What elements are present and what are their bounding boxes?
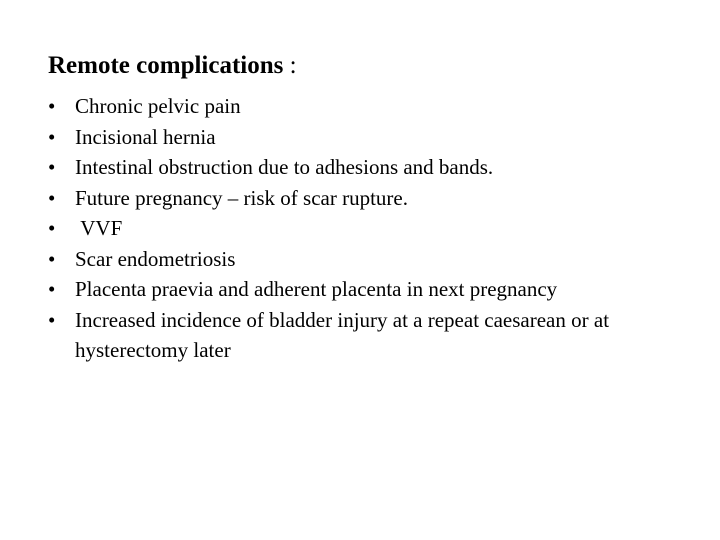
list-item-text: Placenta praevia and adherent placenta in next pregnancy [75,277,558,301]
list-item-text: VVF [75,216,123,240]
list-item [48,183,688,214]
list-item [48,305,688,366]
list-item [48,152,688,183]
bullet-icon: • [48,155,56,179]
list-item-text: Incisional hernia [75,124,216,149]
slide-title [48,50,297,82]
list-item-text: Intestinal obstruction due to adhesions and bands. [75,155,494,179]
bullet-icon: • [48,307,56,332]
slide-title-suffix: : [283,52,297,79]
list-item [48,274,688,305]
list-item [48,122,688,153]
bullet-icon: • [48,124,56,149]
bullet-icon: • [48,216,56,240]
list-item [48,91,688,122]
slide-title-text: Remote complications [48,52,284,79]
list-item [48,213,688,244]
bullet-icon: • [48,277,56,301]
list-item-text: Increased incidence of bladder injury at a repeat caesarean or at hysterectomy later [75,307,615,362]
list-item-text: Scar endometriosis [75,246,236,271]
list-item [48,244,688,275]
bullet-icon: • [48,246,56,271]
list-item-text: Chronic pelvic pain [75,94,241,118]
bullet-icon: • [48,185,56,210]
list-item-text: Future pregnancy – risk of scar rupture. [75,185,408,210]
bullet-list [48,91,688,366]
bullet-icon: • [48,94,56,118]
